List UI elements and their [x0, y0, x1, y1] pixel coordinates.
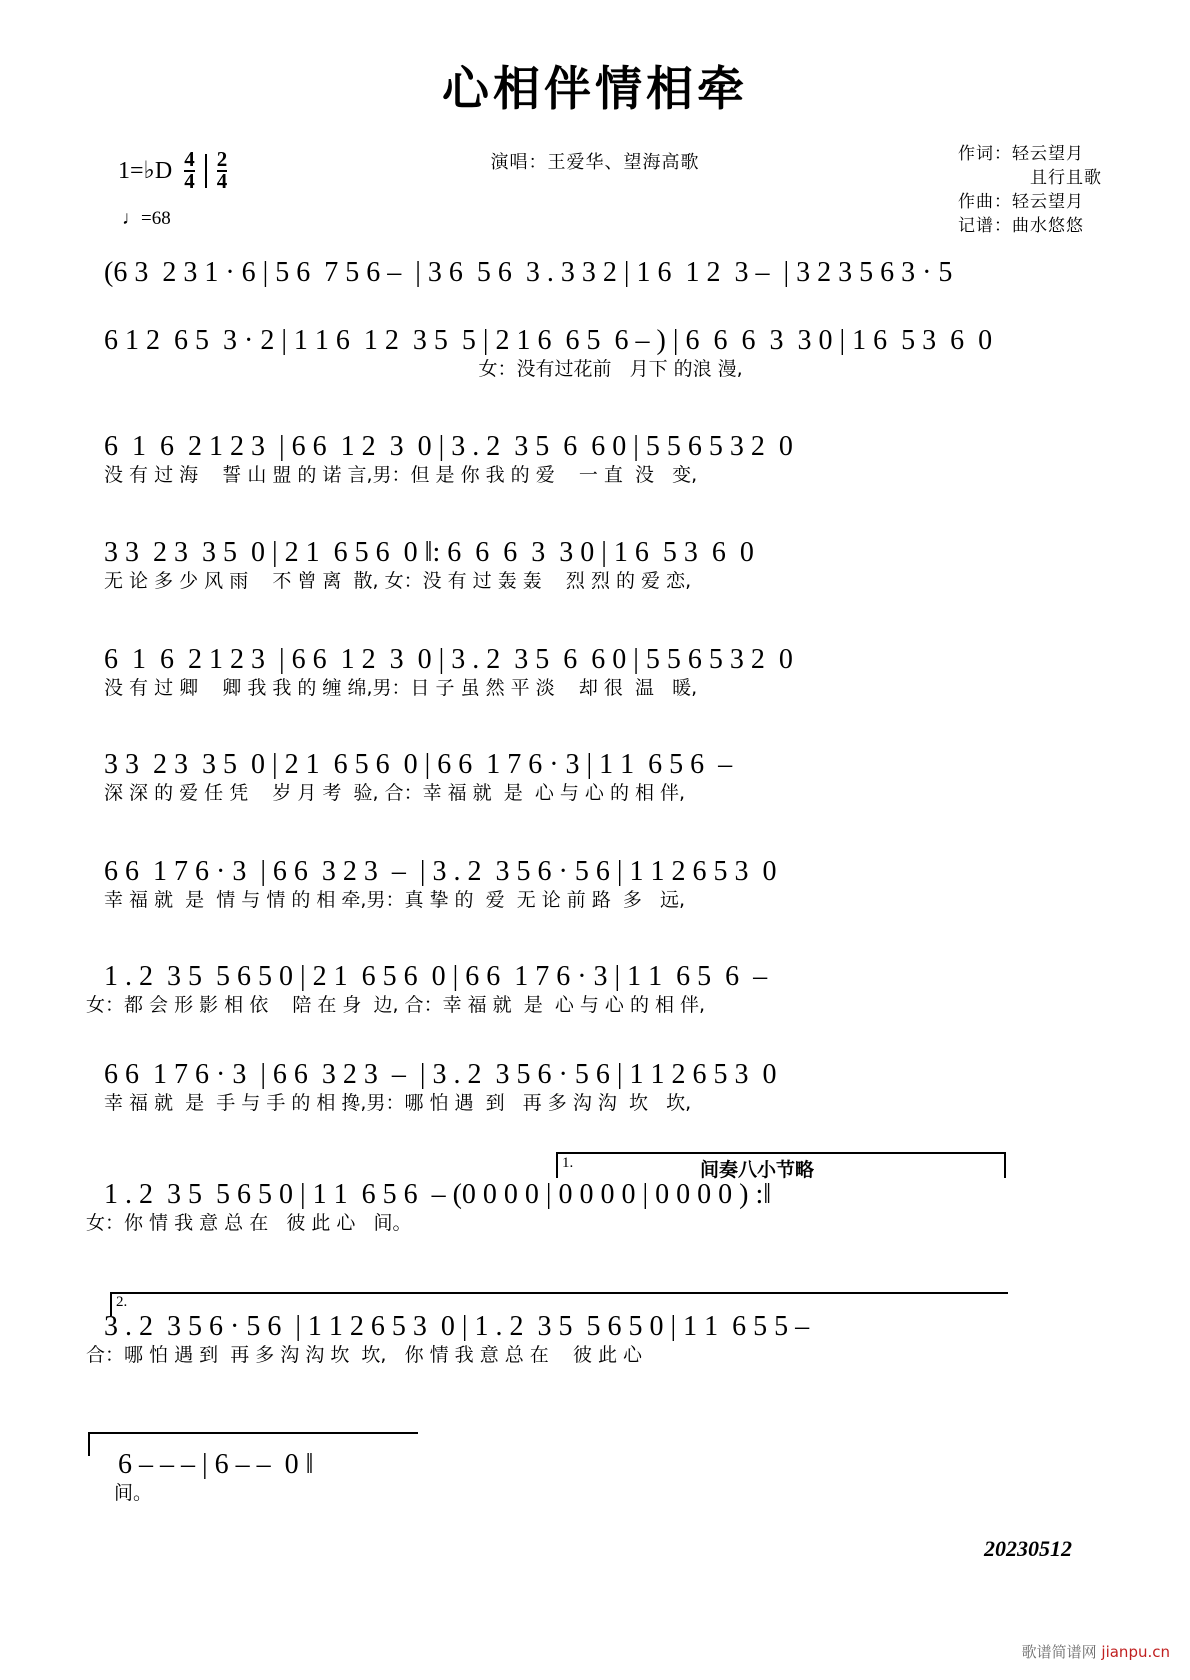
watermark-url: jianpu.cn: [1101, 1643, 1170, 1661]
interlude-note: 间奏八小节略: [700, 1159, 815, 1181]
lyrics-line: 无 论 多 少 风 雨 不 曾 离 散, 女：没 有 过 轰 轰 烈 烈 的 爱 恋,: [104, 570, 692, 592]
score-date: 20230512: [984, 1536, 1072, 1561]
notes-line: (6 3 2 3 1 · 6 | 5 6 7 5 6 – | 3 6 5 6 3 . 3 3 2 | 1 6 1 2 3 – | 3 2 3 5 6 3 · 5: [104, 257, 953, 288]
final-system-bracket-left: [88, 1432, 90, 1456]
final-system-bracket: [88, 1432, 418, 1434]
lyricist-line-2: 且行且歌: [1030, 168, 1102, 188]
page-title: 心相伴情相牵: [442, 62, 748, 117]
credits-block: [958, 142, 1102, 238]
system-6: [104, 750, 1104, 806]
system-11: [86, 1312, 1086, 1368]
singer-line: 演唱：王爱华、望海高歌: [490, 152, 700, 173]
ending-1-bracket-top: [556, 1152, 1006, 1154]
time-signature-2-bottom: 4: [216, 168, 228, 193]
lyrics-line: 没 有 过 卿 卿 我 我 的 缠 绵,男：日 子 虽 然 平 淡 却 很 温 暖,: [104, 677, 698, 699]
time-signature-2-top: 2: [216, 147, 228, 171]
meter-divider: [205, 154, 207, 188]
system-12: [100, 1450, 1100, 1506]
ending-1-label: 1.: [562, 1155, 574, 1171]
watermark-site-name: 歌谱简谱网: [1021, 1643, 1097, 1661]
system-3: [104, 432, 1104, 488]
key-signature: [118, 147, 228, 193]
lyrics-line: 合：哪 怕 遇 到 再 多 沟 沟 坎 坎, 你 情 我 意 总 在 彼 此 心: [86, 1344, 643, 1366]
notes-line: 6 – – – | 6 – – 0 ‖: [118, 1449, 314, 1480]
ending-1-bracket-right: [1004, 1152, 1006, 1178]
notes-line: 1 . 2 3 5 5 6 5 0 | 2 1 6 5 6 0 | 6 6 1 7 6 · 3 | 1 1 6 5 6 –: [104, 961, 768, 992]
lyrics-line: 女：你 情 我 意 总 在 彼 此 心 间。: [86, 1212, 412, 1234]
lyrics-line: 幸 福 就 是 情 与 情 的 相 牵,男：真 挚 的 爱 无 论 前 路 多 远,: [104, 889, 686, 911]
time-signature-1: [184, 147, 195, 193]
lyrics-line: 幸 福 就 是 手 与 手 的 相 搀,男：哪 怕 遇 到 再 多 沟 沟 坎 坎,: [104, 1092, 692, 1114]
system-9: [104, 1060, 1104, 1116]
notes-line: 6 1 2 6 5 3 · 2 | 1 1 6 1 2 3 5 5 | 2 1 6 6 5 6 – ) | 6 6 6 3 3 0 | 1 6 5 3 6 0: [104, 325, 993, 356]
system-5: [104, 645, 1104, 701]
time-signature-1-top: 4: [184, 147, 195, 171]
tempo-marking: ♩=68: [122, 208, 171, 229]
lyrics-line: 深 深 的 爱 任 凭 岁 月 考 验, 合：幸 福 就 是 心 与 心 的 相 伴,: [104, 782, 686, 804]
notes-line: 3 3 2 3 3 5 0 | 2 1 6 5 6 0 ‖: 6 6 6 3 3 0 | 1 6 5 3 6 0: [104, 537, 754, 568]
notes-line: 6 6 1 7 6 · 3 | 6 6 3 2 3 – | 3 . 2 3 5 6 · 5 6 | 1 1 2 6 5 3 0: [104, 856, 777, 887]
ending-1-bracket-left: [556, 1152, 558, 1178]
notes-line: 6 1 6 2 1 2 3 | 6 6 1 2 3 0 | 3 . 2 3 5 6 6 0 | 5 5 6 5 3 2 0: [104, 644, 793, 675]
ending-2-label: 2.: [116, 1294, 128, 1310]
notes-line: 3 3 2 3 3 5 0 | 2 1 6 5 6 0 | 6 6 1 7 6 · 3 | 1 1 6 5 6 –: [104, 749, 733, 780]
lyrics-line: 间。: [114, 1482, 153, 1504]
notes-line: 3 . 2 3 5 6 · 5 6 | 1 1 2 6 5 3 0 | 1 . 2 3 5 5 6 5 0 | 1 1 6 5 5 –: [104, 1311, 810, 1342]
lyrics-line: 女：都 会 形 影 相 依 陪 在 身 边, 合：幸 福 就 是 心 与 心 的 相 伴,: [86, 994, 706, 1016]
ending-2-bracket-top: [110, 1292, 1008, 1294]
system-8: [86, 962, 1086, 1018]
key-signature-text: 1=♭D: [118, 158, 173, 185]
system-1: [104, 258, 1104, 288]
lyricist-line-1: 作词：轻云望月: [958, 144, 1084, 164]
notes-line: 6 6 1 7 6 · 3 | 6 6 3 2 3 – | 3 . 2 3 5 6 · 5 6 | 1 1 2 6 5 3 0: [104, 1059, 777, 1090]
watermark: [1022, 1641, 1170, 1662]
system-10: [86, 1180, 1086, 1236]
composer-line: 作曲：轻云望月: [958, 192, 1084, 212]
time-signature-1-bottom: 4: [184, 168, 195, 193]
notes-line: 1 . 2 3 5 5 6 5 0 | 1 1 6 5 6 – (0 0 0 0 | 0 0 0 0 | 0 0 0 0 ) :‖: [104, 1179, 772, 1210]
notes-line: 6 1 6 2 1 2 3 | 6 6 1 2 3 0 | 3 . 2 3 5 6 6 0 | 5 5 6 5 3 2 0: [104, 431, 793, 462]
system-7: [104, 857, 1104, 913]
lyrics-line: 女：没有过花前 月下 的浪 漫,: [104, 358, 743, 380]
system-2: [104, 326, 1104, 382]
time-signature-2: [216, 147, 228, 193]
system-4: [104, 538, 1104, 594]
lyrics-line: 没 有 过 海 誓 山 盟 的 诺 言,男：但 是 你 我 的 爱 一 直 没 变,: [104, 464, 698, 486]
notator-line: 记谱：曲水悠悠: [958, 216, 1084, 236]
